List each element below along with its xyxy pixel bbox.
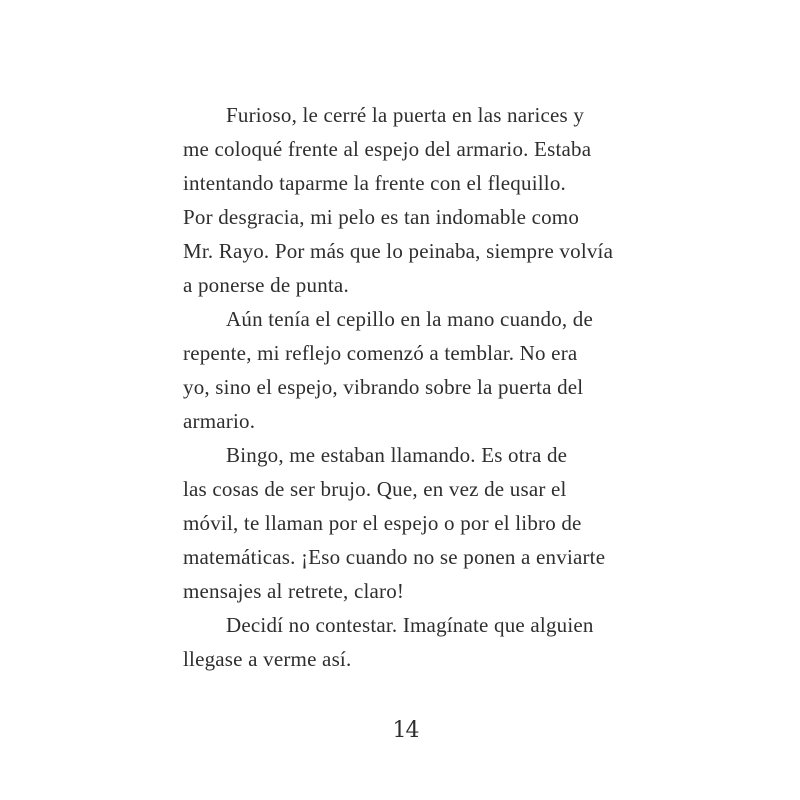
text-line: Decidí no contestar. Imagínate que alguien [226, 613, 594, 637]
text-line: Furioso, le cerré la puerta en las narices y [226, 103, 585, 127]
text-line: a ponerse de punta. [183, 273, 349, 297]
text-line: las cosas de ser brujo. Que, en vez de usar el [183, 477, 567, 501]
text-line: me coloqué frente al espejo del armario. Estaba [183, 137, 592, 161]
text-line: yo, sino el espejo, vibrando sobre la puerta del [183, 375, 584, 399]
text-line: Bingo, me estaban llamando. Es otra de [226, 443, 568, 467]
text-line: mensajes al retrete, claro! [183, 579, 405, 603]
text-line: Por desgracia, mi pelo es tan indomable como [183, 205, 580, 229]
text-line: repente, mi reflejo comenzó a temblar. No era [183, 341, 578, 365]
text-line: llegase a verme así. [183, 647, 352, 671]
text-line: Mr. Rayo. Por más que lo peinaba, siempre volvía [183, 239, 614, 263]
text-line: intentando taparme la frente con el flequillo. [183, 171, 566, 195]
page-number: 14 [392, 718, 419, 743]
text-line: armario. [183, 409, 256, 433]
body-text [183, 98, 628, 676]
text-line: móvil, te llaman por el espejo o por el libro de [183, 511, 582, 535]
text-line: matemáticas. ¡Eso cuando no se ponen a enviarte [183, 545, 606, 569]
text-line: Aún tenía el cepillo en la mano cuando, de [226, 307, 594, 331]
